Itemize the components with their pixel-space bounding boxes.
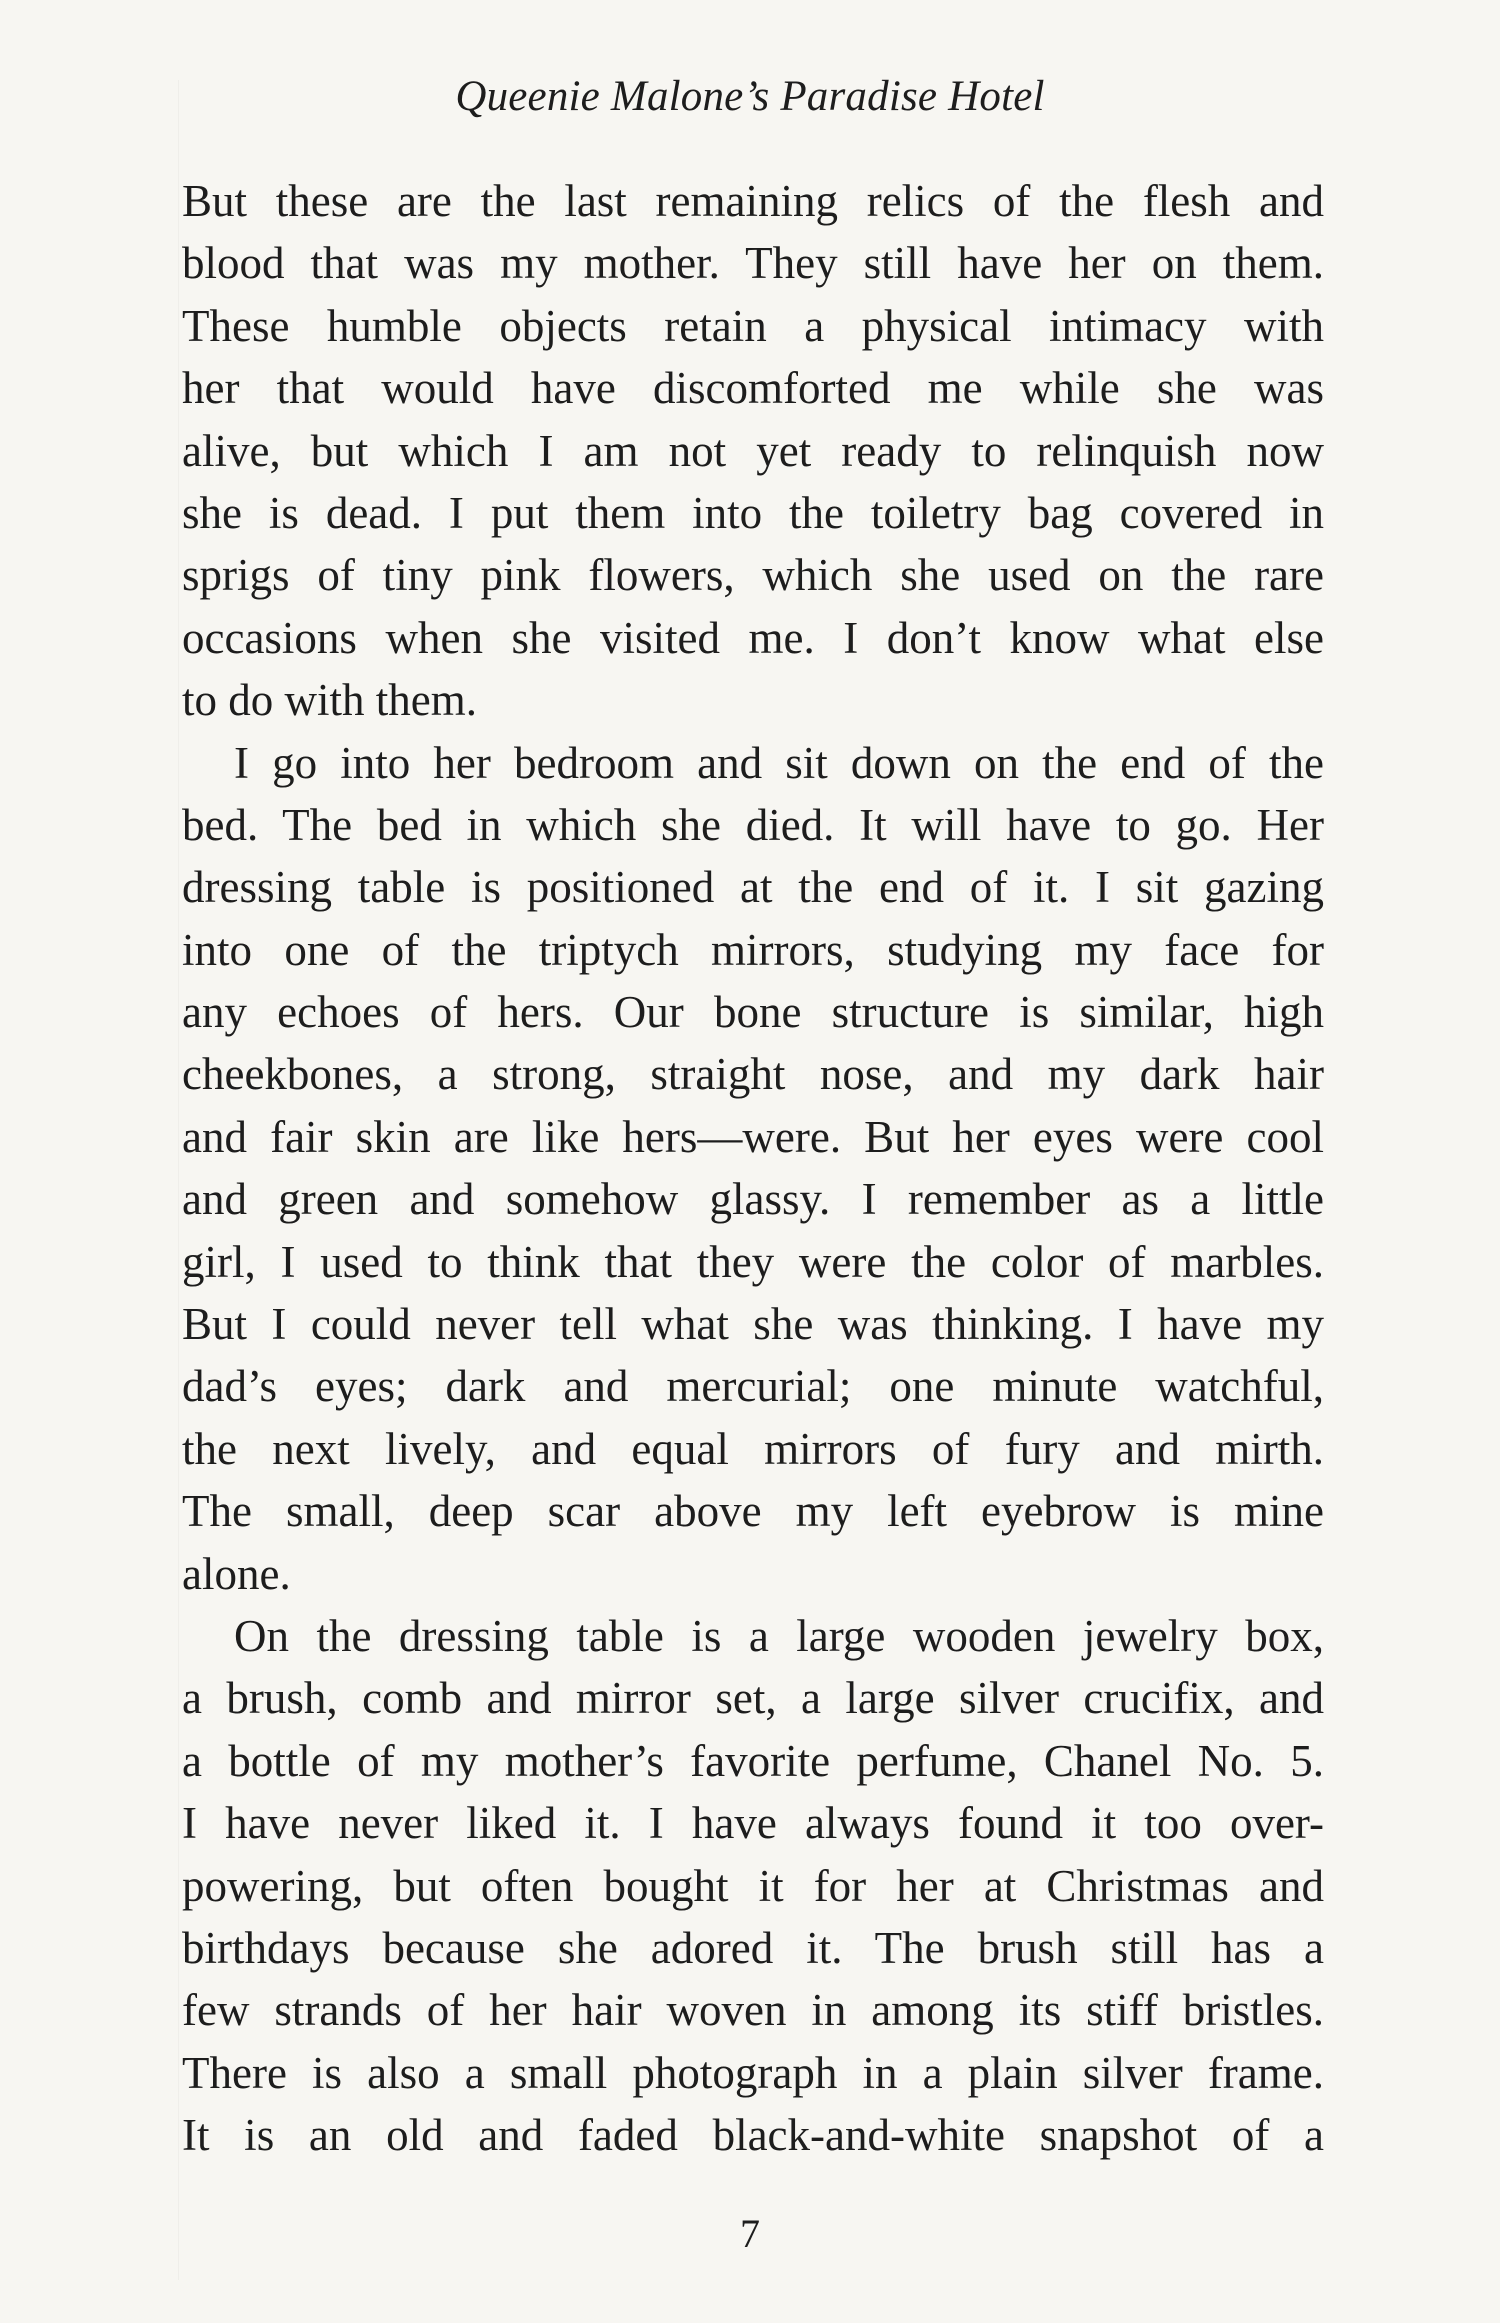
text-line: dad’s eyes; dark and mercurial; one minute watchful, <box>182 1361 1324 1412</box>
text-line: powering, but often bought it for her at Christmas and <box>182 1860 1324 1911</box>
text-line: bed. The bed in which she died. It will have to go. Her <box>182 799 1324 850</box>
text-line: her that would have discomforted me while she was <box>182 363 1324 414</box>
text-line: alive, but which I am not yet ready to relinquish now <box>182 425 1324 476</box>
text-line: the next lively, and equal mirrors of fury and mirth. <box>182 1423 1324 1474</box>
text-line: But I could never tell what she was thinking. I have my <box>182 1299 1324 1350</box>
text-line: sprigs of tiny pink flowers, which she used on the rare <box>182 550 1324 601</box>
text-line: to do with them. <box>182 675 477 726</box>
text-line: and green and somehow glassy. I remember as a little <box>182 1174 1324 1225</box>
text-line: It is an old and faded black-and-white snapshot of a <box>182 2110 1324 2161</box>
text-line: occasions when she visited me. I don’t know what else <box>182 612 1324 663</box>
text-line: But these are the last remaining relics of the flesh and <box>182 176 1324 226</box>
text-line: The small, deep scar above my left eyebrow is mine <box>182 1486 1324 1537</box>
running-head: Queenie Malone’s Paradise Hotel <box>455 73 1045 120</box>
text-line: birthdays because she adored it. The brush still has a <box>182 1922 1324 1973</box>
text-line: a bottle of my mother’s favorite perfume, Chanel No. 5. <box>182 1735 1324 1786</box>
text-line: There is also a small photograph in a plain silver frame. <box>182 2047 1324 2098</box>
text-line: dressing table is positioned at the end of it. I sit gazing <box>182 862 1324 913</box>
text-line: I have never liked it. I have always found it too over- <box>182 1798 1324 1849</box>
text-line: girl, I used to think that they were the color of marbles. <box>182 1236 1324 1287</box>
text-line: she is dead. I put them into the toiletry bag covered in <box>182 487 1324 538</box>
text-line: alone. <box>182 1548 291 1599</box>
body-text <box>182 170 1324 2167</box>
text-line: cheekbones, a strong, straight nose, and my dark hair <box>182 1049 1324 1100</box>
text-line: blood that was my mother. They still have her on them. <box>182 238 1324 289</box>
text-line: I go into her bedroom and sit down on the end of the <box>234 737 1324 788</box>
text-line: into one of the triptych mirrors, studying my face for <box>182 924 1324 975</box>
page-number: 7 <box>740 2211 760 2256</box>
text-line: few strands of her hair woven in among its stiff bristles. <box>182 1985 1324 2036</box>
text-line: and fair skin are like hers—were. But her eyes were cool <box>182 1111 1324 1162</box>
text-line: a brush, comb and mirror set, a large silver crucifix, and <box>182 1673 1324 1724</box>
text-line: These humble objects retain a physical intimacy with <box>182 300 1324 351</box>
page-shadow <box>178 80 179 2280</box>
text-line: any echoes of hers. Our bone structure is similar, high <box>182 987 1324 1038</box>
text-line: On the dressing table is a large wooden jewelry box, <box>234 1610 1324 1661</box>
